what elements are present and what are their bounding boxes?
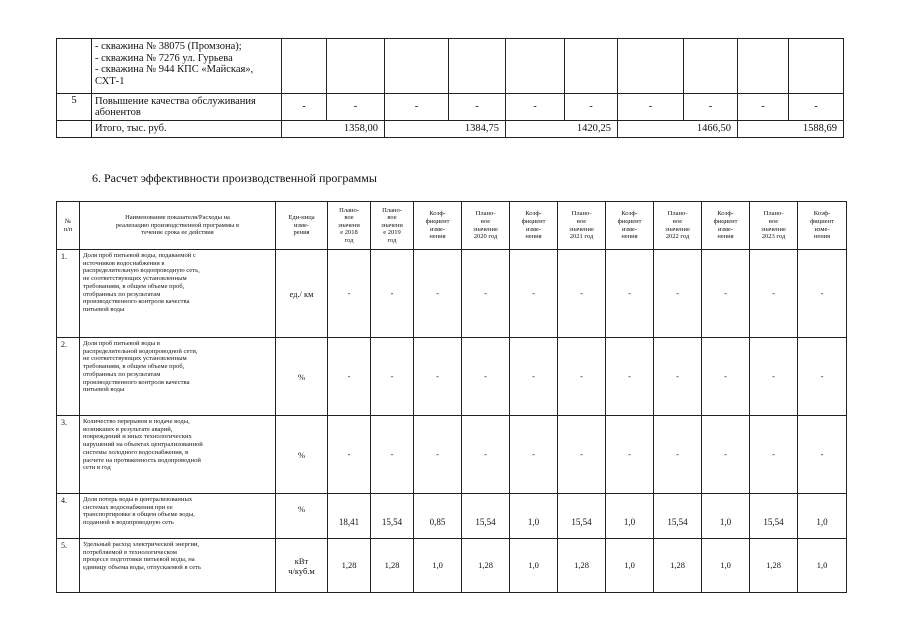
value-cell: - [798,416,847,494]
value-cell: 1,28 [558,539,606,593]
column-header: Плано- вое значение 2021 год [558,202,606,250]
value-cell: 1,28 [328,539,371,593]
value-cell: 1,28 [371,539,414,593]
value-cell: 1,0 [606,494,654,539]
total-label: Итого, тыс. руб. [92,121,282,138]
row-number: 5. [57,539,80,593]
row-description: Количество перерывов в подаче воды, возникших в результате аварий, повреждений и иных технологических нарушений на объектах централизованной системы холодного водоснабжения, в расчете на протяженность водопроводной сети в год [80,416,276,494]
section-title: 6. Расчет эффективности производственной программы [92,171,377,185]
table-row [57,494,847,539]
value-cell: - [462,416,510,494]
total-value: 1588,69 [738,121,844,138]
value-cell: - [462,250,510,338]
row-number: 2. [57,338,80,416]
value-cell: - [371,250,414,338]
value-cell: 18,41 [328,494,371,539]
value-cell: - [328,416,371,494]
table-row [57,338,847,416]
value-cell: 15,54 [371,494,414,539]
value-cell: - [371,338,414,416]
value-cell: - [654,338,702,416]
value-cell: - [654,416,702,494]
total-value: 1466,50 [618,121,738,138]
value-cell: 1,0 [702,539,750,593]
value-cell: 1,0 [510,494,558,539]
value-cell: - [414,338,462,416]
column-header: Плано- вое значени e 2019 год [371,202,414,250]
value-cell: 1,0 [606,539,654,593]
value-cell: - [414,250,462,338]
row-description: Доля потерь воды в централизованных системах водоснабжения при ее транспортировке в общем объеме воды, поданной в водопроводную сеть [80,494,276,539]
value-cell: 15,54 [654,494,702,539]
value-cell: - [702,250,750,338]
value-cell: - [702,416,750,494]
column-header: Еди-ница изме- рения [276,202,328,250]
value-cell: - [558,338,606,416]
previous-table [56,38,844,138]
unit-cell: ед./ км [276,250,328,338]
value-cell: - [606,250,654,338]
value-cell: 1,0 [510,539,558,593]
column-header: Коэф- фициент изме- нения [606,202,654,250]
table-row [57,416,847,494]
value-cell: 1,0 [702,494,750,539]
value-cell: - [558,250,606,338]
wells-row [57,39,844,94]
total-value: 1384,75 [385,121,506,138]
column-header: Наименование показателя/Расходы на реализацию производственной программы в течение срока ее действия [80,202,276,250]
unit-cell: кВт ч/куб.м [276,539,328,593]
row-description: Повышение качества обслуживания абонентов [92,94,282,121]
value-cell: - [606,338,654,416]
unit-cell: % [276,416,328,494]
value-cell: - [510,250,558,338]
row-description: Доля проб питьевой воды, подаваемой с источников водоснабжения в распределительную водопроводную сеть, не соответствующих установленным требованиям, в общем объеме проб, отобранных по результатам производственного контроля качества питьевой воды [80,250,276,338]
value-cell: - [750,250,798,338]
column-header: № п/п [57,202,80,250]
value-cell: 1,0 [798,539,847,593]
column-header: Плано- вое значени e 2018 год [328,202,371,250]
wells-list: - скважина № 38075 (Промзона); - скважина № 7276 ул. Гурьева - скважина № 944 КПС «Майская», СХТ-1 [92,39,282,94]
column-header: Коэф- фициент изме- нения [414,202,462,250]
total-value: 1358,00 [282,121,385,138]
value-cell: 1,0 [798,494,847,539]
value-cell: 1,28 [750,539,798,593]
value-cell: - [702,338,750,416]
value-cell: - [558,416,606,494]
row-number: 5 [57,94,92,121]
value-cell: 15,54 [750,494,798,539]
value-cell: 15,54 [558,494,606,539]
row-number: 1. [57,250,80,338]
value-cell: - [414,416,462,494]
value-cell: 0,85 [414,494,462,539]
value-cell: - [328,250,371,338]
value-cell: - [798,338,847,416]
value-cell: - [510,416,558,494]
value-cell: - [654,250,702,338]
row-number: 4. [57,494,80,539]
value-cell: - [798,250,847,338]
column-header: Коэф- фициент изме- нения [798,202,847,250]
value-cell: - [328,338,371,416]
value-cell: - [750,416,798,494]
column-header: Плано- вое значение 2023 год [750,202,798,250]
row-number: 3. [57,416,80,494]
unit-cell: % [276,494,328,539]
row-description: Доля проб питьевой воды в распределительной водопроводной сети, не соответствующих установленным требованиям, в общем объеме проб, отобранных по результатам производственного контроля качества питьевой воды [80,338,276,416]
efficiency-table [56,201,847,593]
column-header: Коэф- фициент изме- нения [510,202,558,250]
value-cell: 1,0 [414,539,462,593]
table-row: 5 Повышение качества обслуживания абонентов - - - - - - - - - - [57,94,844,121]
value-cell: - [750,338,798,416]
column-header: Плано- вое значение 2022 год [654,202,702,250]
header-row [57,202,847,250]
value-cell: 1,28 [462,539,510,593]
row-description: Удельный расход электрической энергии, потребляемой в технологическом процессе подготовки питьевой воды, на единицу объема воды, отпускаемой в сеть [80,539,276,593]
total-row [57,121,844,138]
value-cell: - [371,416,414,494]
value-cell: 15,54 [462,494,510,539]
value-cell: - [606,416,654,494]
table-row [57,539,847,593]
total-value: 1420,25 [506,121,618,138]
column-header: Плано- вое значение 2020 год [462,202,510,250]
value-cell: - [462,338,510,416]
value-cell: - [510,338,558,416]
unit-cell: % [276,338,328,416]
value-cell: 1,28 [654,539,702,593]
table-row [57,250,847,338]
column-header: Коэф- фициент изме- нения [702,202,750,250]
